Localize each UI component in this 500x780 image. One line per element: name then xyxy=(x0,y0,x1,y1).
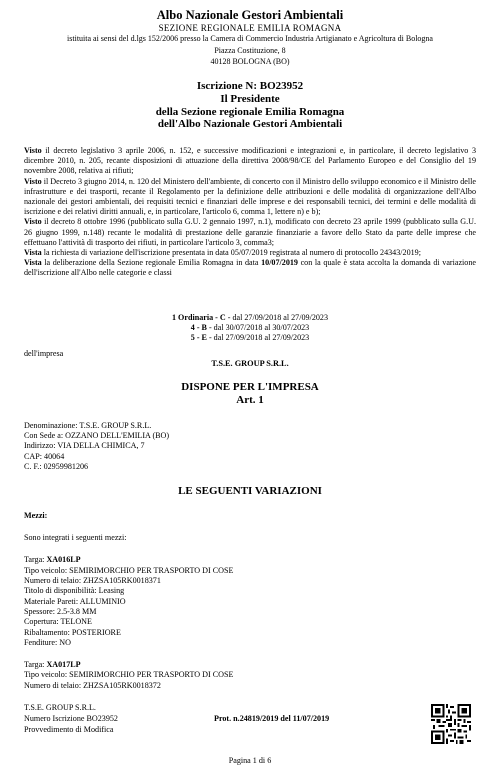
vehicle-type: Tipo veicolo: SEMIRIMORCHIO PER TRASPORTO DI COSE xyxy=(24,566,234,575)
plate-label: Targa: xyxy=(24,660,47,669)
category-code: 1 Ordinaria - C xyxy=(171,313,226,322)
registration-number: Iscrizione N: BO23952 xyxy=(196,80,304,92)
company-name: T.S.E. GROUP S.R.L. xyxy=(211,359,289,368)
page-number: Pagina 1 di 6 xyxy=(228,756,272,765)
vehicle-cover: Copertura: TELONE xyxy=(24,617,92,626)
vehicle-availability: Titolo di disponibilità: Leasing xyxy=(24,586,125,595)
address-city: 40128 BOLOGNA (BO) xyxy=(210,57,290,66)
variazioni-heading: LE SEGUENTI VARIAZIONI xyxy=(178,485,322,497)
preamble-text: il decreto 8 ottobre 1996 (pubblicato sulla G.U. 2 gennaio 1997, n.1), modificato con decreto 23 aprile 1999 (pubblicato sulla G.U. 26 giugno 1999, n.148) recante le modalità di prestazione delle garanzie finanziarie a favore dello Stato da parte delle imprese che effettuano l'attività di trasporto dei rifiuti, in particolare l'articolo 3, comma3; xyxy=(24,217,476,247)
vehicle-type: Tipo veicolo: SEMIRIMORCHIO PER TRASPORTO DI COSE xyxy=(24,670,234,679)
category-row xyxy=(0,323,500,333)
footer-protocol: Prot. n.24819/2019 del 11/07/2019 xyxy=(214,714,330,723)
mezzi-label: Mezzi: xyxy=(24,511,48,520)
vehicle-thickness: Spessore: 2.5-3.8 MM xyxy=(24,607,97,616)
preamble-text: il Decreto 3 giugno 2014, n. 120 del Ministero dell'ambiente, di concerto con il Ministro dello sviluppo economico e il Ministro delle infrastrutture e dei trasporti, recante il Regolamento per la definizione delle attribuzioni e delle modalità di organizzazione dell'Albo nazionale dei gestori ambientali, dei requisiti tecnici e finanziari delle imprese e dei responsabili tecnici, dei termini e delle modalità di iscrizione e dei relativi diritti annuali, e, in particolare, l'articolo 6, comma 1, lettere n) e b); xyxy=(24,176,476,217)
footer-registration: Numero Iscrizione BO23952 xyxy=(24,714,118,723)
vehicle-tipping: Ribaltamento: POSTERIORE xyxy=(24,628,121,637)
preamble-lead: Visto xyxy=(24,176,42,186)
plate-value: XA016LP xyxy=(46,555,81,564)
detail-cf: C. F.: 02959981206 xyxy=(24,462,89,471)
preamble-paragraph xyxy=(24,217,476,248)
category-list xyxy=(0,313,500,344)
preamble xyxy=(24,146,476,279)
address-street: Piazza Costituzione, 8 xyxy=(214,46,286,55)
vehicle-wall-material: Materiale Pareti: ALLUMINIO xyxy=(24,597,126,606)
preamble-lead: Visto xyxy=(24,146,42,155)
preamble-text: la deliberazione della Sezione regionale Emilia Romagna in data xyxy=(41,258,262,268)
impresa-label: dell'impresa xyxy=(24,349,64,358)
preamble-lead: Vista xyxy=(24,258,42,268)
category-period: - dal 27/09/2018 al 27/09/2023 xyxy=(225,313,329,322)
category-row xyxy=(0,313,500,323)
category-row xyxy=(0,333,500,343)
detail-indirizzo: Indirizzo: VIA DELLA CHIMICA, 7 xyxy=(24,441,145,450)
vehicle-plate xyxy=(24,555,81,565)
institution-line: istituita ai sensi del d.lgs 152/2006 presso la Camera di Commercio Industria Artigianato e Agricoltura di Bologna xyxy=(67,34,433,43)
preamble-paragraph xyxy=(24,248,476,258)
article-heading: Art. 1 xyxy=(236,394,264,406)
qr-code-icon xyxy=(431,704,471,744)
preamble-lead: Vista xyxy=(24,248,42,258)
vehicle-slits: Fenditure: NO xyxy=(24,638,71,647)
category-code: 4 - B xyxy=(190,323,207,333)
integrati-text: Sono integrati i seguenti mezzi: xyxy=(24,533,127,542)
vehicle-chassis: Numero di telaio: ZHZSA105RK0018372 xyxy=(24,681,161,690)
detail-cap: CAP: 40064 xyxy=(24,452,65,461)
footer-provvedimento: Provvedimento di Modifica xyxy=(24,725,114,734)
plate-label: Targa: xyxy=(24,555,47,564)
albo-title: Albo Nazionale Gestori Ambientali xyxy=(156,8,344,22)
vehicle-chassis: Numero di telaio: ZHZSA105RK0018371 xyxy=(24,576,161,585)
preamble-lead: Visto xyxy=(24,217,42,227)
preamble-text: il decreto legislativo 3 aprile 2006, n. 152, e successive modificazioni e integrazioni e, in particolare, il decreto legislativo 3 dicembre 2010, n. 205, recante disposizioni di attuazione della direttiva 2008/98/CE del Parlamento Europeo e del Consiglio del 19 novembre 2008, relativa ai rifiuti; xyxy=(24,146,476,176)
preamble-paragraph xyxy=(24,177,476,218)
albo-heading: dell'Albo Nazionale Gestori Ambientali xyxy=(157,118,343,130)
detail-denominazione: Denominazione: T.S.E. GROUP S.R.L. xyxy=(24,421,152,430)
dispone-heading: DISPONE PER L'IMPRESA xyxy=(181,381,319,393)
section-name: SEZIONE REGIONALE EMILIA ROMAGNA xyxy=(158,23,342,33)
category-code: 5 - E xyxy=(190,333,207,343)
footer-company: T.S.E. GROUP S.R.L. xyxy=(24,703,96,712)
preamble-text: la richiesta di variazione dell'iscrizione presentata in data 05/07/2019 registrata al numero di protocollo 24343/2019; xyxy=(41,248,421,258)
vehicle-plate xyxy=(24,660,81,670)
president-heading: Il Presidente xyxy=(220,93,280,105)
preamble-paragraph xyxy=(24,258,476,278)
detail-sede: Con Sede a: OZZANO DELL'EMILIA (BO) xyxy=(24,431,170,440)
preamble-text: con la quale è stata accolta la domanda di variazione dell'iscrizione all'Albo nelle categorie e classi xyxy=(24,258,476,278)
section-heading: della Sezione regionale Emilia Romagna xyxy=(155,106,345,118)
plate-value: XA017LP xyxy=(46,660,81,669)
category-period: - dal 27/09/2018 al 27/09/2023 xyxy=(206,333,310,343)
category-period: - dal 30/07/2018 al 30/07/2023 xyxy=(206,323,310,333)
deliberation-date: 10/07/2019 xyxy=(261,258,298,268)
preamble-paragraph xyxy=(24,146,476,177)
